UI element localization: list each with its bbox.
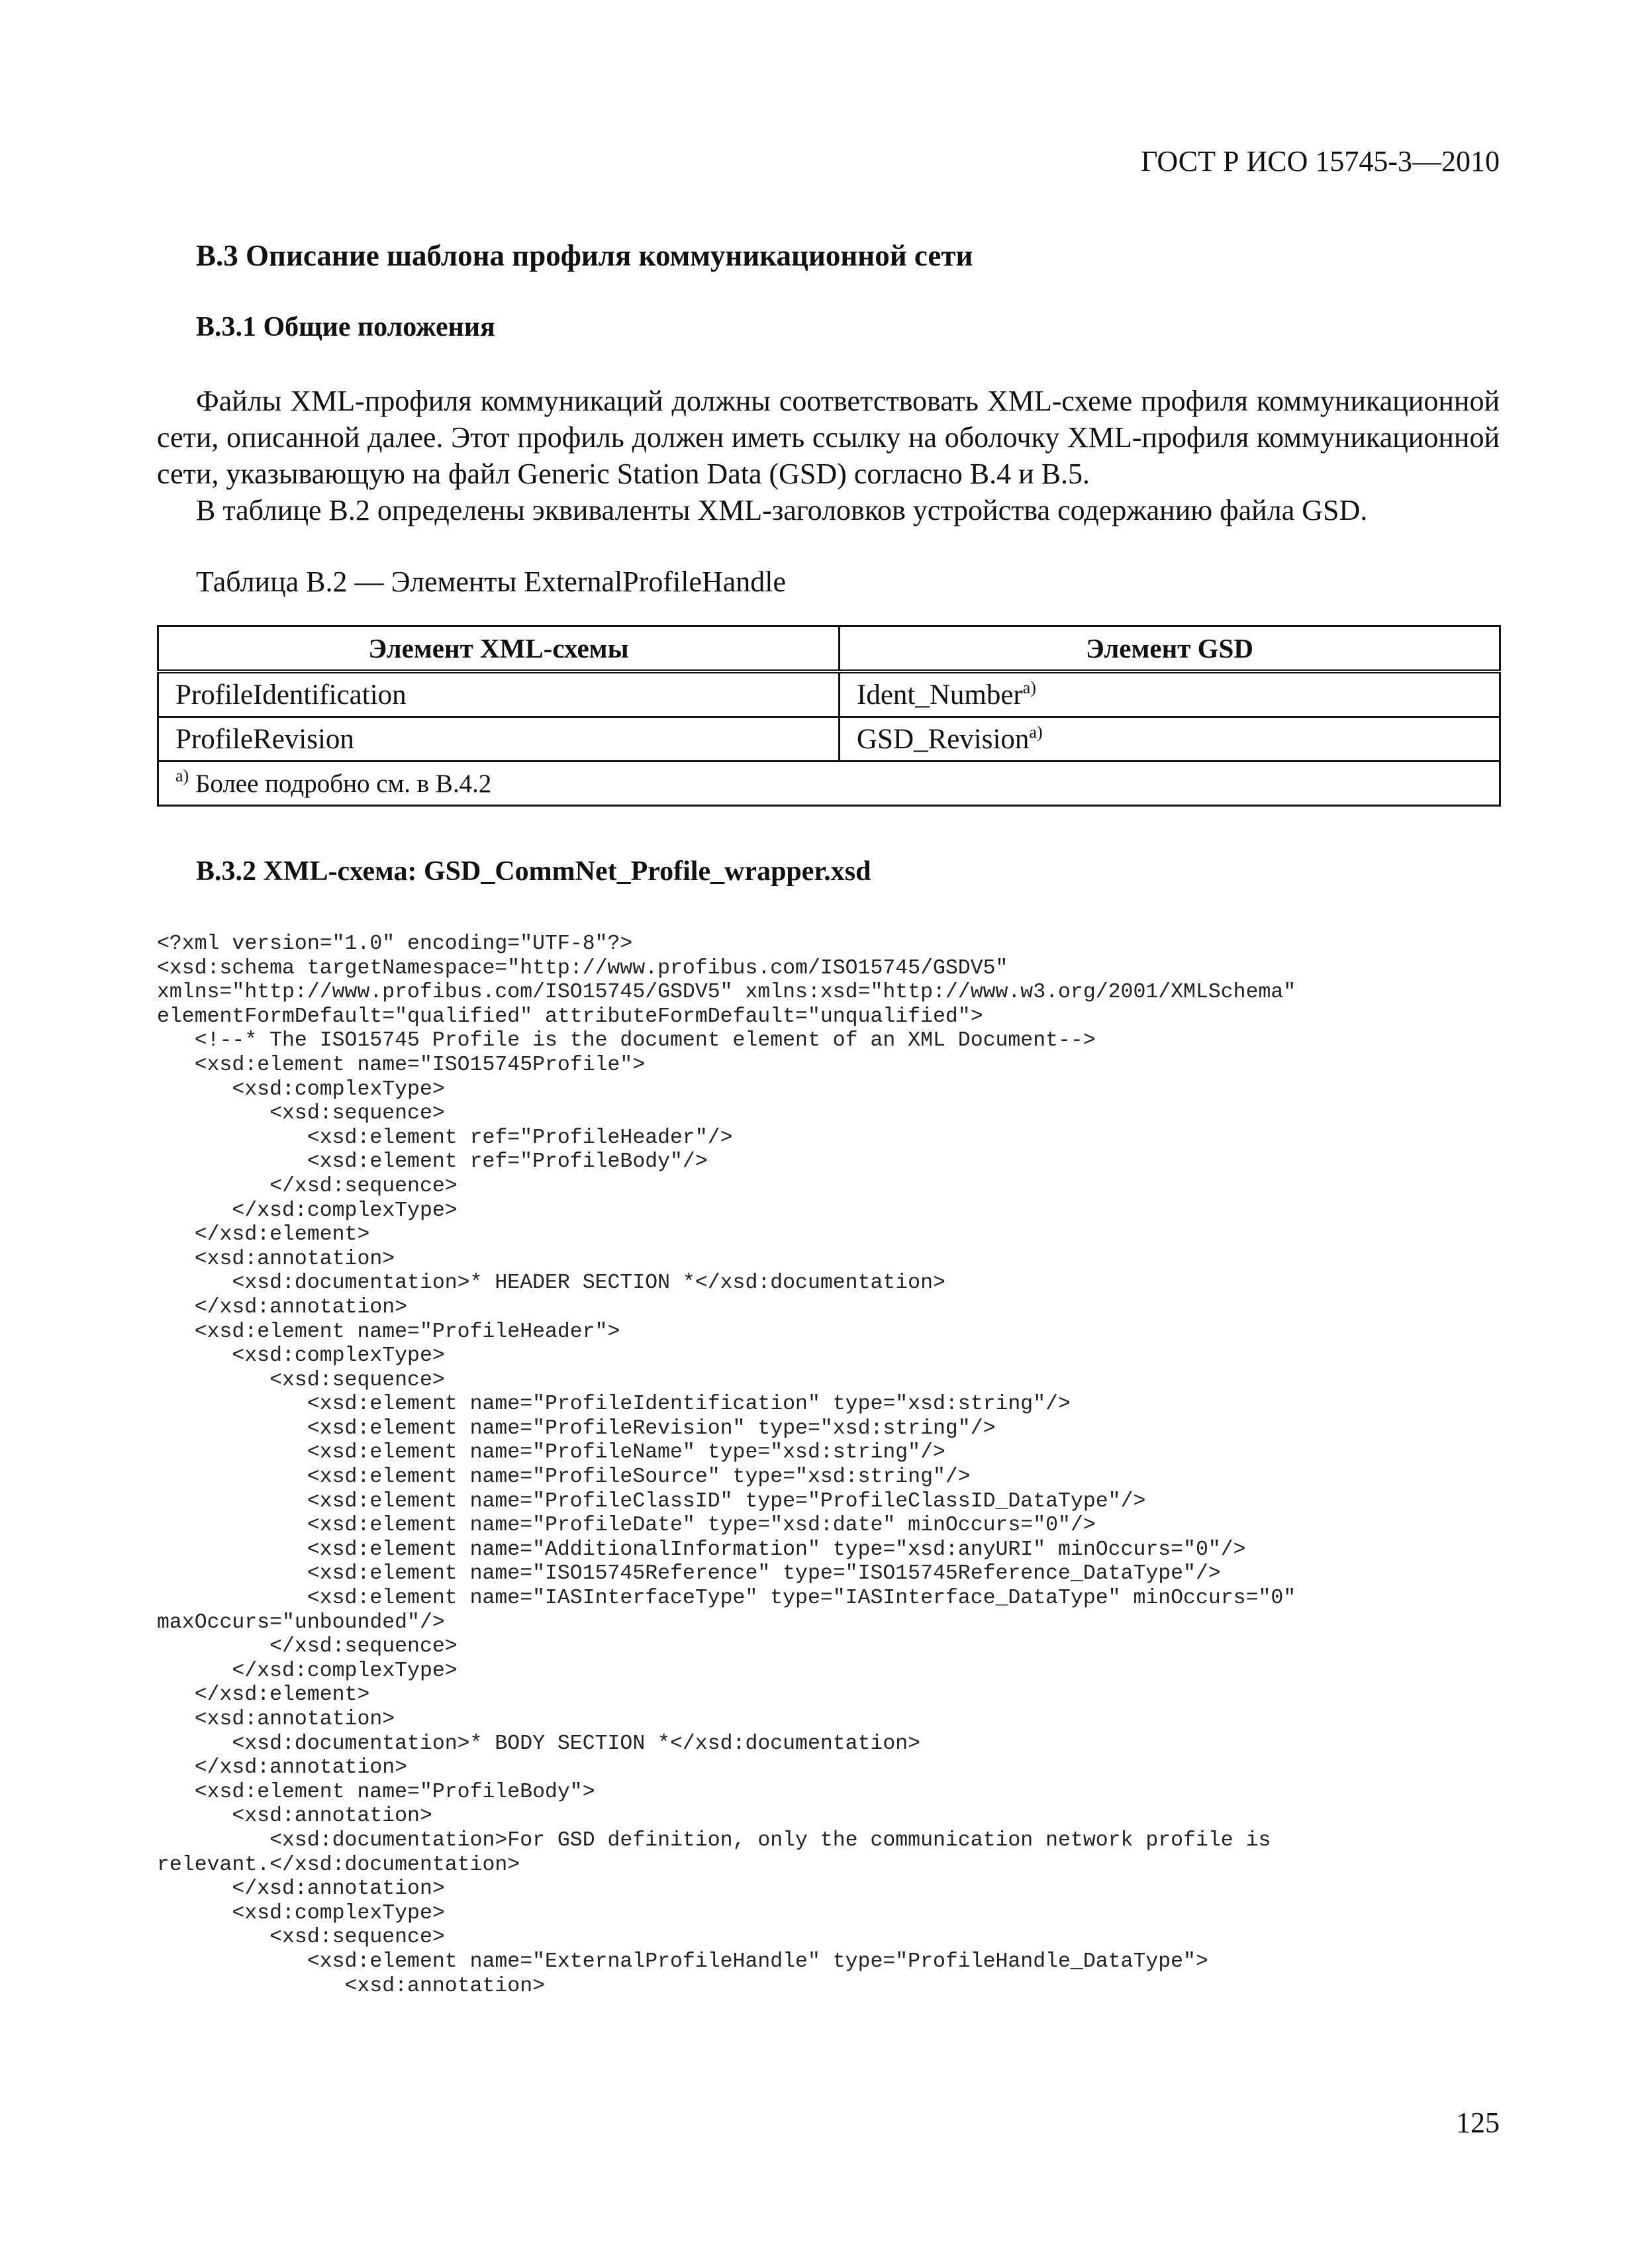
subsection-title-general: B.3.1 Общие положения — [196, 312, 495, 342]
table-row — [158, 671, 1500, 717]
paragraph-table-ref: В таблице B.2 определены эквиваленты XML-заголовков устройства содержанию файла GSD. — [196, 494, 1368, 526]
xml-schema-code: <?xml version="1.0" encoding="UTF-8"?> <xsd:schema targetNamespace="http://www.profibus.com/ISO15745/GSDV5" xmlns="http://www.profibus.com/ISO15745/GSDV5" xmlns:xsd="http://www.w3.org/2001/XMLSchema" elementFormDefault="qualified" attributeFormDefault="unqualified"> <!--* The ISO15745 Profile is the document element of an XML Document--> <xsd:element name="ISO15745Profile"> <xsd:complexType> <xsd:sequence> <xsd:element ref="ProfileHeader"/> <xsd:element ref="ProfileBody"/> </xsd:sequence> </xsd:complexType> </xsd:element> <xsd:annotation> <xsd:documentation>* HEADER SECTION *</xsd:documentation> </xsd:annotation> <xsd:element name="ProfileHeader"> <xsd:complexType> <xsd:sequence> <xsd:element name="ProfileIdentification" type="xsd:string"/> <xsd:element name="ProfileRevision" type="xsd:string"/> <xsd:element name="ProfileName" type="xsd:string"/> <xsd:element name="ProfileSource" type="xsd:string"/> <xsd:element name="ProfileClassID" type="ProfileClassID_DataType"/> <xsd:element name="ProfileDate" type="xsd:date" minOccurs="0"/> <xsd:element name="AdditionalInformation" type="xsd:anyURI" minOccurs="0"/> <xsd:element name="ISO15745Reference" type="ISO15745Reference_DataType"/> <xsd:element name="IASInterfaceType" type="IASInterface_DataType" minOccurs="0" maxOccurs="unbounded"/> </xsd:sequence> </xsd:complexType> </xsd:element> <xsd:annotation> <xsd:documentation>* BODY SECTION *</xsd:documentation> </xsd:annotation> <xsd:element name="ProfileBody"> <xsd:annotation> <xsd:documentation>For GSD definition, only the communication network profile is relevant.</xsd:documentation> </xsd:annotation> <xsd:complexType> <xsd:sequence> <xsd:element name="ExternalProfileHandle" type="ProfileHandle_DataType"> <xsd:annotation> — [157, 932, 1296, 1998]
footnote-text: Более подробно см. в B.4.2 — [189, 769, 492, 798]
gsd-element-text: Ident_Number — [857, 679, 1023, 711]
section-title: B.3 Описание шаблона профиля коммуникационной сети — [196, 239, 973, 272]
header-gsd: Элемент GSD — [840, 626, 1500, 672]
footnote-mark: a) — [175, 765, 189, 785]
equivalents-table — [157, 625, 1501, 807]
table-footnote — [158, 762, 1500, 806]
cell-gsd-element — [840, 717, 1500, 762]
table-footnote-row — [158, 762, 1500, 806]
cell-xml-element: ProfileIdentification — [158, 671, 840, 717]
footnote-ref: a) — [1029, 722, 1043, 742]
document-code: ГОСТ Р ИСО 15745-3—2010 — [1141, 145, 1500, 177]
header-xml-schema: Элемент XML-схемы — [158, 626, 840, 672]
cell-gsd-element — [840, 671, 1500, 717]
footnote-ref: a) — [1022, 677, 1036, 697]
subsection-title-schema: B.3.2 XML-схема: GSD_CommNet_Profile_wrapper.xsd — [196, 856, 871, 887]
table-row — [158, 717, 1500, 762]
cell-xml-element: ProfileRevision — [158, 717, 840, 762]
table-header-row — [158, 626, 1500, 672]
gsd-element-text: GSD_Revision — [857, 723, 1030, 755]
page-number: 125 — [1456, 2106, 1500, 2139]
table-caption: Таблица B.2 — Элементы ExternalProfileHandle — [196, 566, 787, 598]
paragraph-intro: Файлы XML-профиля коммуникаций должны соответствовать XML-схеме профиля коммуникационной сети, описанной далее. Этот профиль должен иметь ссылку на оболочку XML-профиля коммуникационной сети, указывающую на файл Generic Station Data (GSD) согласно B.4 и B.5. — [157, 385, 1500, 490]
